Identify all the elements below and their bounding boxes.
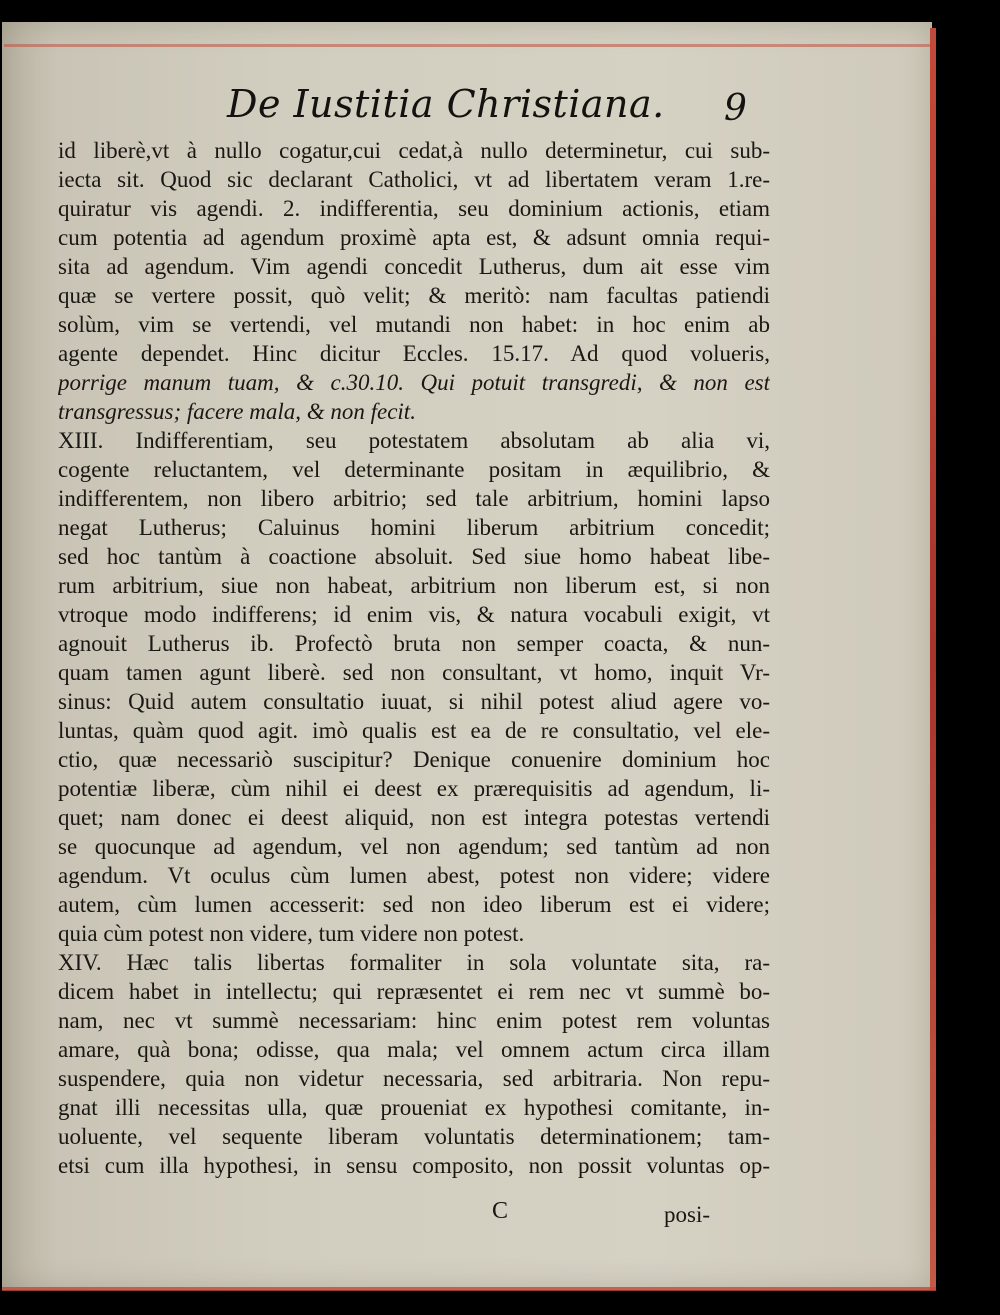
catchword: posi- [664, 1202, 710, 1227]
text-line: potentiæ liberæ, cùm nihil ei deest ex prærequisitis ad agendum, li- [58, 776, 770, 801]
text-line: quæ se vertere possit, quò velit; & meritò: nam facultas patiendi [58, 283, 770, 308]
text-line: uoluente, vel sequente liberam voluntatis determinationem; tam- [58, 1124, 770, 1149]
book-page [2, 22, 932, 1290]
running-head: De Iustitia Christiana. [227, 82, 665, 126]
page-number: 9 [724, 88, 747, 129]
text-line: agendum. Vt oculus cùm lumen abest, potest non videre; videre [58, 863, 770, 888]
text-line: agente dependet. Hinc dicitur Eccles. 15.17. Ad quod volueris, [58, 341, 770, 366]
text-line: nam, nec vt summè necessariam: hinc enim potest rem voluntas [58, 1008, 770, 1033]
text-line: ctio, quæ necessariò suscipitur? Denique conuenire dominium hoc [58, 747, 770, 772]
text-line: quam tamen agunt liberè. sed non consultant, vt homo, inquit Vr- [58, 660, 770, 685]
text-line: cogente reluctantem, vel determinante positam in æquilibrio, & [58, 457, 770, 482]
text-line: gnat illi necessitas ulla, quæ proueniat ex hypothesi comitante, in- [58, 1095, 770, 1120]
text-line: etsi cum illa hypothesi, in sensu composito, non possit voluntas op- [58, 1153, 770, 1178]
text-line: XIII. Indifferentiam, seu potestatem absolutam ab alia vi, [58, 428, 770, 453]
text-line: sinus: Quid autem consultatio iuuat, si nihil potest aliud agere vo- [58, 689, 770, 714]
signature-mark: C [492, 1198, 509, 1224]
text-line: solùm, vim se vertendi, vel mutandi non habet: in hoc enim ab [58, 312, 770, 337]
text-line: sita ad agendum. Vim agendi concedit Lutherus, dum ait esse vim [58, 254, 770, 279]
page-footer [2, 1198, 932, 1228]
text-line: quia cùm potest non videre, tum videre non potest. [58, 921, 525, 946]
text-line: autem, cùm lumen accesserit: sed non ideo liberum est ei videre; [58, 892, 770, 917]
text-line: quet; nam donec ei deest aliquid, non est integra potestas vertendi [58, 805, 770, 830]
text-line: XIV. Hæc talis libertas formaliter in sola voluntate sita, ra- [58, 950, 770, 975]
text-line: rum arbitrium, siue non habeat, arbitrium non liberum est, si non [58, 573, 770, 598]
text-line: amare, quà bona; odisse, qua mala; vel omnem actum circa illam [58, 1037, 770, 1062]
text-line: indifferentem, non libero arbitrio; sed tale arbitrium, homini lapso [58, 486, 770, 511]
text-line: porrige manum tuam, & c.30.10. Qui potuit transgredi, & non est [58, 370, 770, 395]
text-line: vtroque modo indifferens; id enim vis, & natura vocabuli exigit, vt [58, 602, 770, 627]
text-line: sed hoc tantùm à coactione absoluit. Sed siue homo habeat libe- [58, 544, 770, 569]
text-line: luntas, quàm quod agit. imò qualis est ea de re consultatio, vel ele- [58, 718, 770, 743]
page-bottom-edge [2, 1287, 936, 1291]
text-line: cum potentia ad agendum proximè apta est, & adsunt omnia requi- [58, 225, 770, 250]
page-top-edge [4, 44, 934, 47]
text-line: suspendere, quia non videtur necessaria, sed arbitraria. Non repu- [58, 1066, 770, 1091]
text-line: agnouit Lutherus ib. Profectò bruta non semper coacta, & nun- [58, 631, 770, 656]
text-line: id liberè,vt à nullo cogatur,cui cedat,à nullo determinetur, cui sub- [58, 138, 770, 163]
body-text [58, 136, 770, 1180]
page-fore-edge [930, 28, 936, 1290]
text-line: transgressus; facere mala, & non fecit. [58, 399, 416, 424]
text-line: quiratur vis agendi. 2. indifferentia, seu dominium actionis, etiam [58, 196, 770, 221]
page-header [2, 74, 932, 134]
text-line: negat Lutherus; Caluinus homini liberum arbitrium concedit; [58, 515, 770, 540]
text-line: dicem habet in intellectu; qui repræsentet ei rem nec vt summè bo- [58, 979, 770, 1004]
text-line: se quocunque ad agendum, vel non agendum; sed tantùm ad non [58, 834, 770, 859]
text-line: iecta sit. Quod sic declarant Catholici, vt ad libertatem veram 1.re- [58, 167, 770, 192]
